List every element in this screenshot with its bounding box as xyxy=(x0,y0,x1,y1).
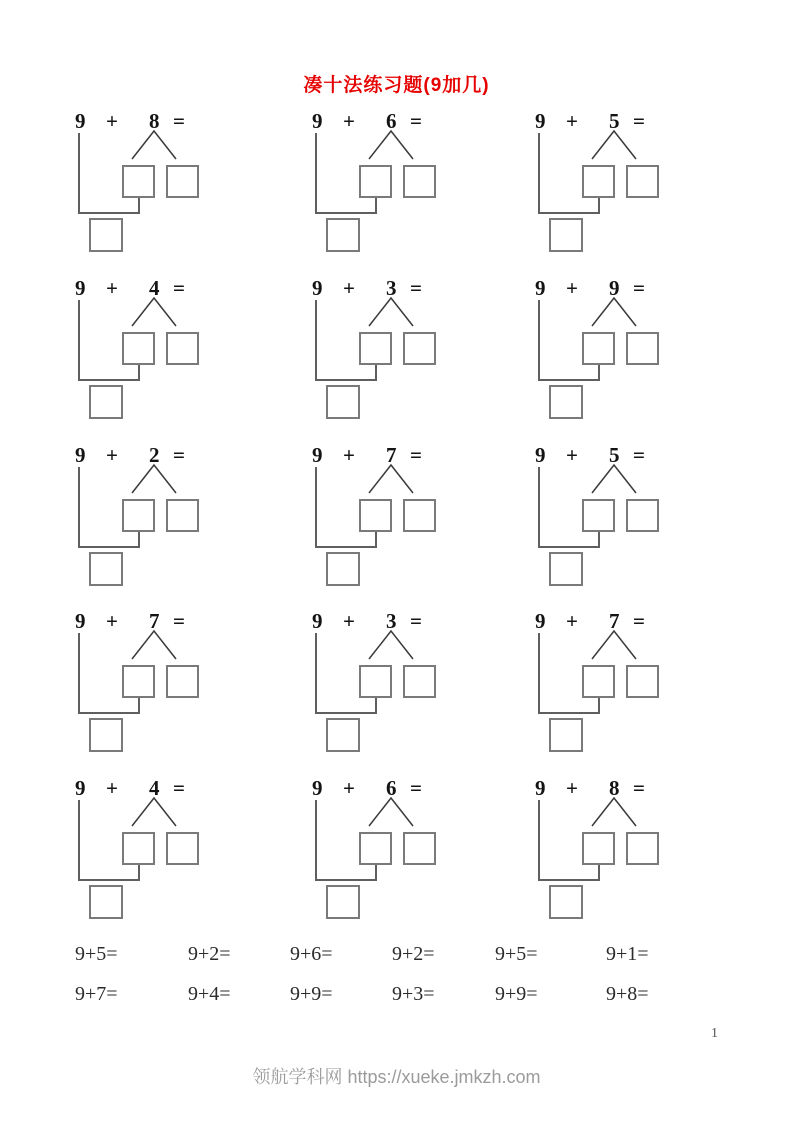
number-bond-diagram xyxy=(312,111,524,261)
answer-box-result xyxy=(90,553,122,585)
branch-lines xyxy=(369,298,413,326)
answer-box-right xyxy=(404,166,435,197)
answer-box-left xyxy=(583,833,614,864)
branch-lines xyxy=(132,465,176,493)
branch-lines xyxy=(592,298,636,326)
answer-box-left xyxy=(360,833,391,864)
answer-box-right xyxy=(167,833,198,864)
answer-box-left xyxy=(123,333,154,364)
addend-b: 8 xyxy=(609,776,620,800)
branch-lines xyxy=(369,631,413,659)
answer-box-right xyxy=(627,500,658,531)
plus-sign: + xyxy=(566,609,578,633)
answer-box-result xyxy=(90,219,122,251)
addend-a: 9 xyxy=(75,109,86,133)
addend-b: 7 xyxy=(609,609,620,633)
answer-box-right xyxy=(167,166,198,197)
addend-a: 9 xyxy=(312,276,323,300)
addend-a: 9 xyxy=(75,609,86,633)
number-bond-diagram xyxy=(535,778,747,928)
answer-box-result xyxy=(90,719,122,751)
equals-sign: = xyxy=(410,276,422,300)
addend-b: 4 xyxy=(149,776,160,800)
addend-b: 6 xyxy=(386,109,397,133)
addend-a: 9 xyxy=(312,776,323,800)
quick-equation: 9+6= xyxy=(290,943,333,965)
problem-cell xyxy=(312,611,524,761)
answer-box-result xyxy=(327,219,359,251)
equals-sign: = xyxy=(410,609,422,633)
answer-box-right xyxy=(627,833,658,864)
answer-box-result xyxy=(550,886,582,918)
answer-box-left xyxy=(123,833,154,864)
addend-a: 9 xyxy=(535,443,546,467)
equals-sign: = xyxy=(633,609,645,633)
problem-cell xyxy=(535,611,747,761)
branch-lines xyxy=(132,631,176,659)
answer-box-left xyxy=(583,166,614,197)
plus-sign: + xyxy=(106,443,118,467)
problem-cell xyxy=(75,778,287,928)
answer-box-right xyxy=(627,166,658,197)
answer-box-right xyxy=(404,333,435,364)
plus-sign: + xyxy=(343,443,355,467)
problem-cell xyxy=(535,445,747,595)
number-bond-diagram xyxy=(312,611,524,761)
addend-a: 9 xyxy=(75,776,86,800)
answer-box-result xyxy=(90,386,122,418)
addend-b: 7 xyxy=(149,609,160,633)
branch-lines xyxy=(592,631,636,659)
problem-cell xyxy=(312,278,524,428)
problem-cell xyxy=(312,445,524,595)
quick-equation: 9+9= xyxy=(495,983,538,1005)
answer-box-left xyxy=(123,166,154,197)
plus-sign: + xyxy=(343,109,355,133)
number-bond-diagram xyxy=(535,611,747,761)
equals-sign: = xyxy=(410,443,422,467)
addend-a: 9 xyxy=(312,609,323,633)
answer-box-right xyxy=(404,833,435,864)
number-bond-diagram xyxy=(535,111,747,261)
problem-cell xyxy=(535,778,747,928)
addend-a: 9 xyxy=(535,276,546,300)
answer-box-result xyxy=(327,386,359,418)
addend-b: 3 xyxy=(386,276,397,300)
addend-b: 2 xyxy=(149,443,160,467)
number-bond-diagram xyxy=(75,445,287,595)
addend-a: 9 xyxy=(535,776,546,800)
answer-box-left xyxy=(583,666,614,697)
quick-equation: 9+1= xyxy=(606,943,649,965)
addend-b: 6 xyxy=(386,776,397,800)
equals-sign: = xyxy=(173,109,185,133)
answer-box-result xyxy=(90,886,122,918)
quick-equation: 9+3= xyxy=(392,983,435,1005)
number-bond-diagram xyxy=(75,778,287,928)
equals-sign: = xyxy=(633,776,645,800)
addend-b: 8 xyxy=(149,109,160,133)
addend-b: 9 xyxy=(609,276,620,300)
plus-sign: + xyxy=(106,276,118,300)
equals-sign: = xyxy=(173,609,185,633)
problem-cell xyxy=(75,611,287,761)
addend-a: 9 xyxy=(75,276,86,300)
answer-box-left xyxy=(583,333,614,364)
addend-b: 5 xyxy=(609,443,620,467)
answer-box-right xyxy=(167,500,198,531)
number-bond-diagram xyxy=(75,278,287,428)
answer-box-left xyxy=(360,333,391,364)
addend-a: 9 xyxy=(535,609,546,633)
plus-sign: + xyxy=(343,776,355,800)
branch-lines xyxy=(592,798,636,826)
answer-box-left xyxy=(360,166,391,197)
addend-a: 9 xyxy=(312,109,323,133)
problem-cell xyxy=(75,111,287,261)
quick-equation: 9+5= xyxy=(75,943,118,965)
number-bond-diagram xyxy=(75,111,287,261)
plus-sign: + xyxy=(343,609,355,633)
answer-box-right xyxy=(404,666,435,697)
equals-sign: = xyxy=(633,109,645,133)
problem-cell xyxy=(75,445,287,595)
answer-box-right xyxy=(627,333,658,364)
number-bond-diagram xyxy=(312,278,524,428)
branch-lines xyxy=(369,131,413,159)
equals-sign: = xyxy=(173,776,185,800)
answer-box-left xyxy=(360,666,391,697)
answer-box-result xyxy=(550,553,582,585)
equals-sign: = xyxy=(633,276,645,300)
addend-a: 9 xyxy=(75,443,86,467)
branch-lines xyxy=(132,298,176,326)
answer-box-result xyxy=(550,219,582,251)
addend-a: 9 xyxy=(535,109,546,133)
answer-box-result xyxy=(327,719,359,751)
problem-cell xyxy=(535,278,747,428)
answer-box-result xyxy=(550,386,582,418)
page-title: 凑十法练习题(9加几) xyxy=(303,75,490,96)
answer-box-left xyxy=(360,500,391,531)
answer-box-result xyxy=(327,553,359,585)
number-bond-diagram xyxy=(75,611,287,761)
answer-box-right xyxy=(167,666,198,697)
branch-lines xyxy=(369,465,413,493)
quick-equation: 9+2= xyxy=(188,943,231,965)
answer-box-left xyxy=(123,666,154,697)
quick-equation: 9+8= xyxy=(606,983,649,1005)
quick-equation: 9+7= xyxy=(75,983,118,1005)
quick-equation: 9+5= xyxy=(495,943,538,965)
quick-equation: 9+2= xyxy=(392,943,435,965)
addend-b: 4 xyxy=(149,276,160,300)
addend-b: 7 xyxy=(386,443,397,467)
equals-sign: = xyxy=(410,109,422,133)
answer-box-result xyxy=(327,886,359,918)
answer-box-right xyxy=(404,500,435,531)
quick-equation: 9+9= xyxy=(290,983,333,1005)
branch-lines xyxy=(592,465,636,493)
plus-sign: + xyxy=(566,443,578,467)
branch-lines xyxy=(592,131,636,159)
equals-sign: = xyxy=(633,443,645,467)
problem-cell xyxy=(312,111,524,261)
number-bond-diagram xyxy=(312,445,524,595)
answer-box-left xyxy=(583,500,614,531)
answer-box-left xyxy=(123,500,154,531)
addend-b: 3 xyxy=(386,609,397,633)
number-bond-diagram xyxy=(535,445,747,595)
problem-cell xyxy=(535,111,747,261)
problem-cell xyxy=(312,778,524,928)
equals-sign: = xyxy=(173,443,185,467)
page-number: 1 xyxy=(711,1026,718,1041)
answer-box-result xyxy=(550,719,582,751)
equals-sign: = xyxy=(173,276,185,300)
plus-sign: + xyxy=(343,276,355,300)
problem-cell xyxy=(75,278,287,428)
plus-sign: + xyxy=(566,776,578,800)
addend-a: 9 xyxy=(312,443,323,467)
plus-sign: + xyxy=(106,609,118,633)
equals-sign: = xyxy=(410,776,422,800)
branch-lines xyxy=(132,798,176,826)
answer-box-right xyxy=(627,666,658,697)
plus-sign: + xyxy=(566,109,578,133)
plus-sign: + xyxy=(566,276,578,300)
watermark: 领航学科网 https://xueke.jmkzh.com xyxy=(252,1067,541,1087)
number-bond-diagram xyxy=(535,278,747,428)
branch-lines xyxy=(369,798,413,826)
quick-equation: 9+4= xyxy=(188,983,231,1005)
branch-lines xyxy=(132,131,176,159)
number-bond-diagram xyxy=(312,778,524,928)
answer-box-right xyxy=(167,333,198,364)
plus-sign: + xyxy=(106,109,118,133)
addend-b: 5 xyxy=(609,109,620,133)
plus-sign: + xyxy=(106,776,118,800)
